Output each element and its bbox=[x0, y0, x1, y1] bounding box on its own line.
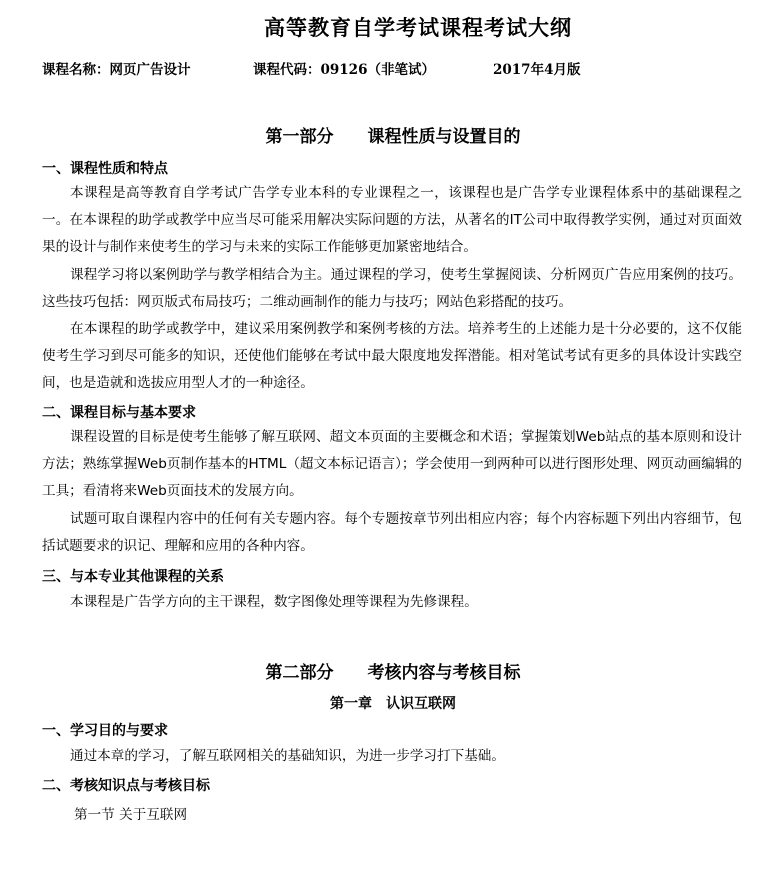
section-heading: 一、学习目的与要求 bbox=[42, 723, 168, 739]
edition-date: 2017年4月版 bbox=[493, 62, 581, 78]
section-heading: 二、课程目标与基本要求 bbox=[42, 405, 196, 421]
paragraph: 本课程是高等教育自学考试广告学专业本科的专业课程之一，该课程也是广告学专业课程体系中的基础课程之一。在本课程的助学或教学中应当尽可能采用解决实际问题的方法，从著名的IT公司中取得教学实例，通过对页面效果的设计与制作来使考生的学习与未来的实际工作能够更加紧密地结合。 bbox=[42, 185, 742, 256]
section-heading: 二、考核知识点与考核目标 bbox=[42, 778, 210, 794]
part2-title: 第二部分 考核内容与考核目标 bbox=[265, 663, 521, 683]
paragraph: 通过本章的学习，了解互联网相关的基础知识，为进一步学习打下基础。 bbox=[70, 748, 505, 764]
part1-title: 第一部分 课程性质与设置目的 bbox=[265, 127, 521, 147]
section-heading: 三、与本专业其他课程的关系 bbox=[42, 569, 224, 585]
paragraph: 在本课程的助学或教学中，建议采用案例教学和案例考核的方法。培养考生的上述能力是十分必要的，这不仅能使考生学习到尽可能多的知识，还使他们能够在考试中最大限度地发挥潜能。相对笔试考试有更多的具体设计实践空间，也是造就和选拔应用型人才的一种途径。 bbox=[42, 321, 742, 392]
paragraph: 试题可取自课程内容中的任何有关专题内容。每个专题按章节列出相应内容；每个内容标题下列出内容细节，包括试题要求的识记、理解和应用的各种内容。 bbox=[42, 511, 742, 555]
course-code: 课程代码：09126（非笔试） bbox=[253, 62, 435, 78]
section-heading: 一、课程性质和特点 bbox=[42, 161, 168, 177]
paragraph: 本课程是广告学方向的主干课程，数字图像处理等课程为先修课程。 bbox=[70, 594, 478, 610]
document-title: 高等教育自学考试课程考试大纲 bbox=[264, 15, 572, 40]
paragraph: 课程设置的目标是使考生能够了解互联网、超文本页面的主要概念和术语；掌握策划Web站点的基本原则和设计方法；熟练掌握Web页制作基本的HTML（超文本标记语言）；学会使用一到两种可以进行图形处理、网页动画编辑的工具；看清将来Web页面技术的发展方向。 bbox=[42, 429, 742, 500]
subsection-item: 第一节 关于互联网 bbox=[74, 807, 188, 823]
course-name: 课程名称：网页广告设计 bbox=[42, 62, 191, 78]
paragraph: 课程学习将以案例助学与教学相结合为主。通过课程的学习，使考生掌握阅读、分析网页广告应用案例的技巧。这些技巧包括：网页版式布局技巧；二维动画制作的能力与技巧；网站色彩搭配的技巧。 bbox=[42, 267, 742, 311]
chapter-title: 第一章 认识互联网 bbox=[330, 696, 456, 712]
